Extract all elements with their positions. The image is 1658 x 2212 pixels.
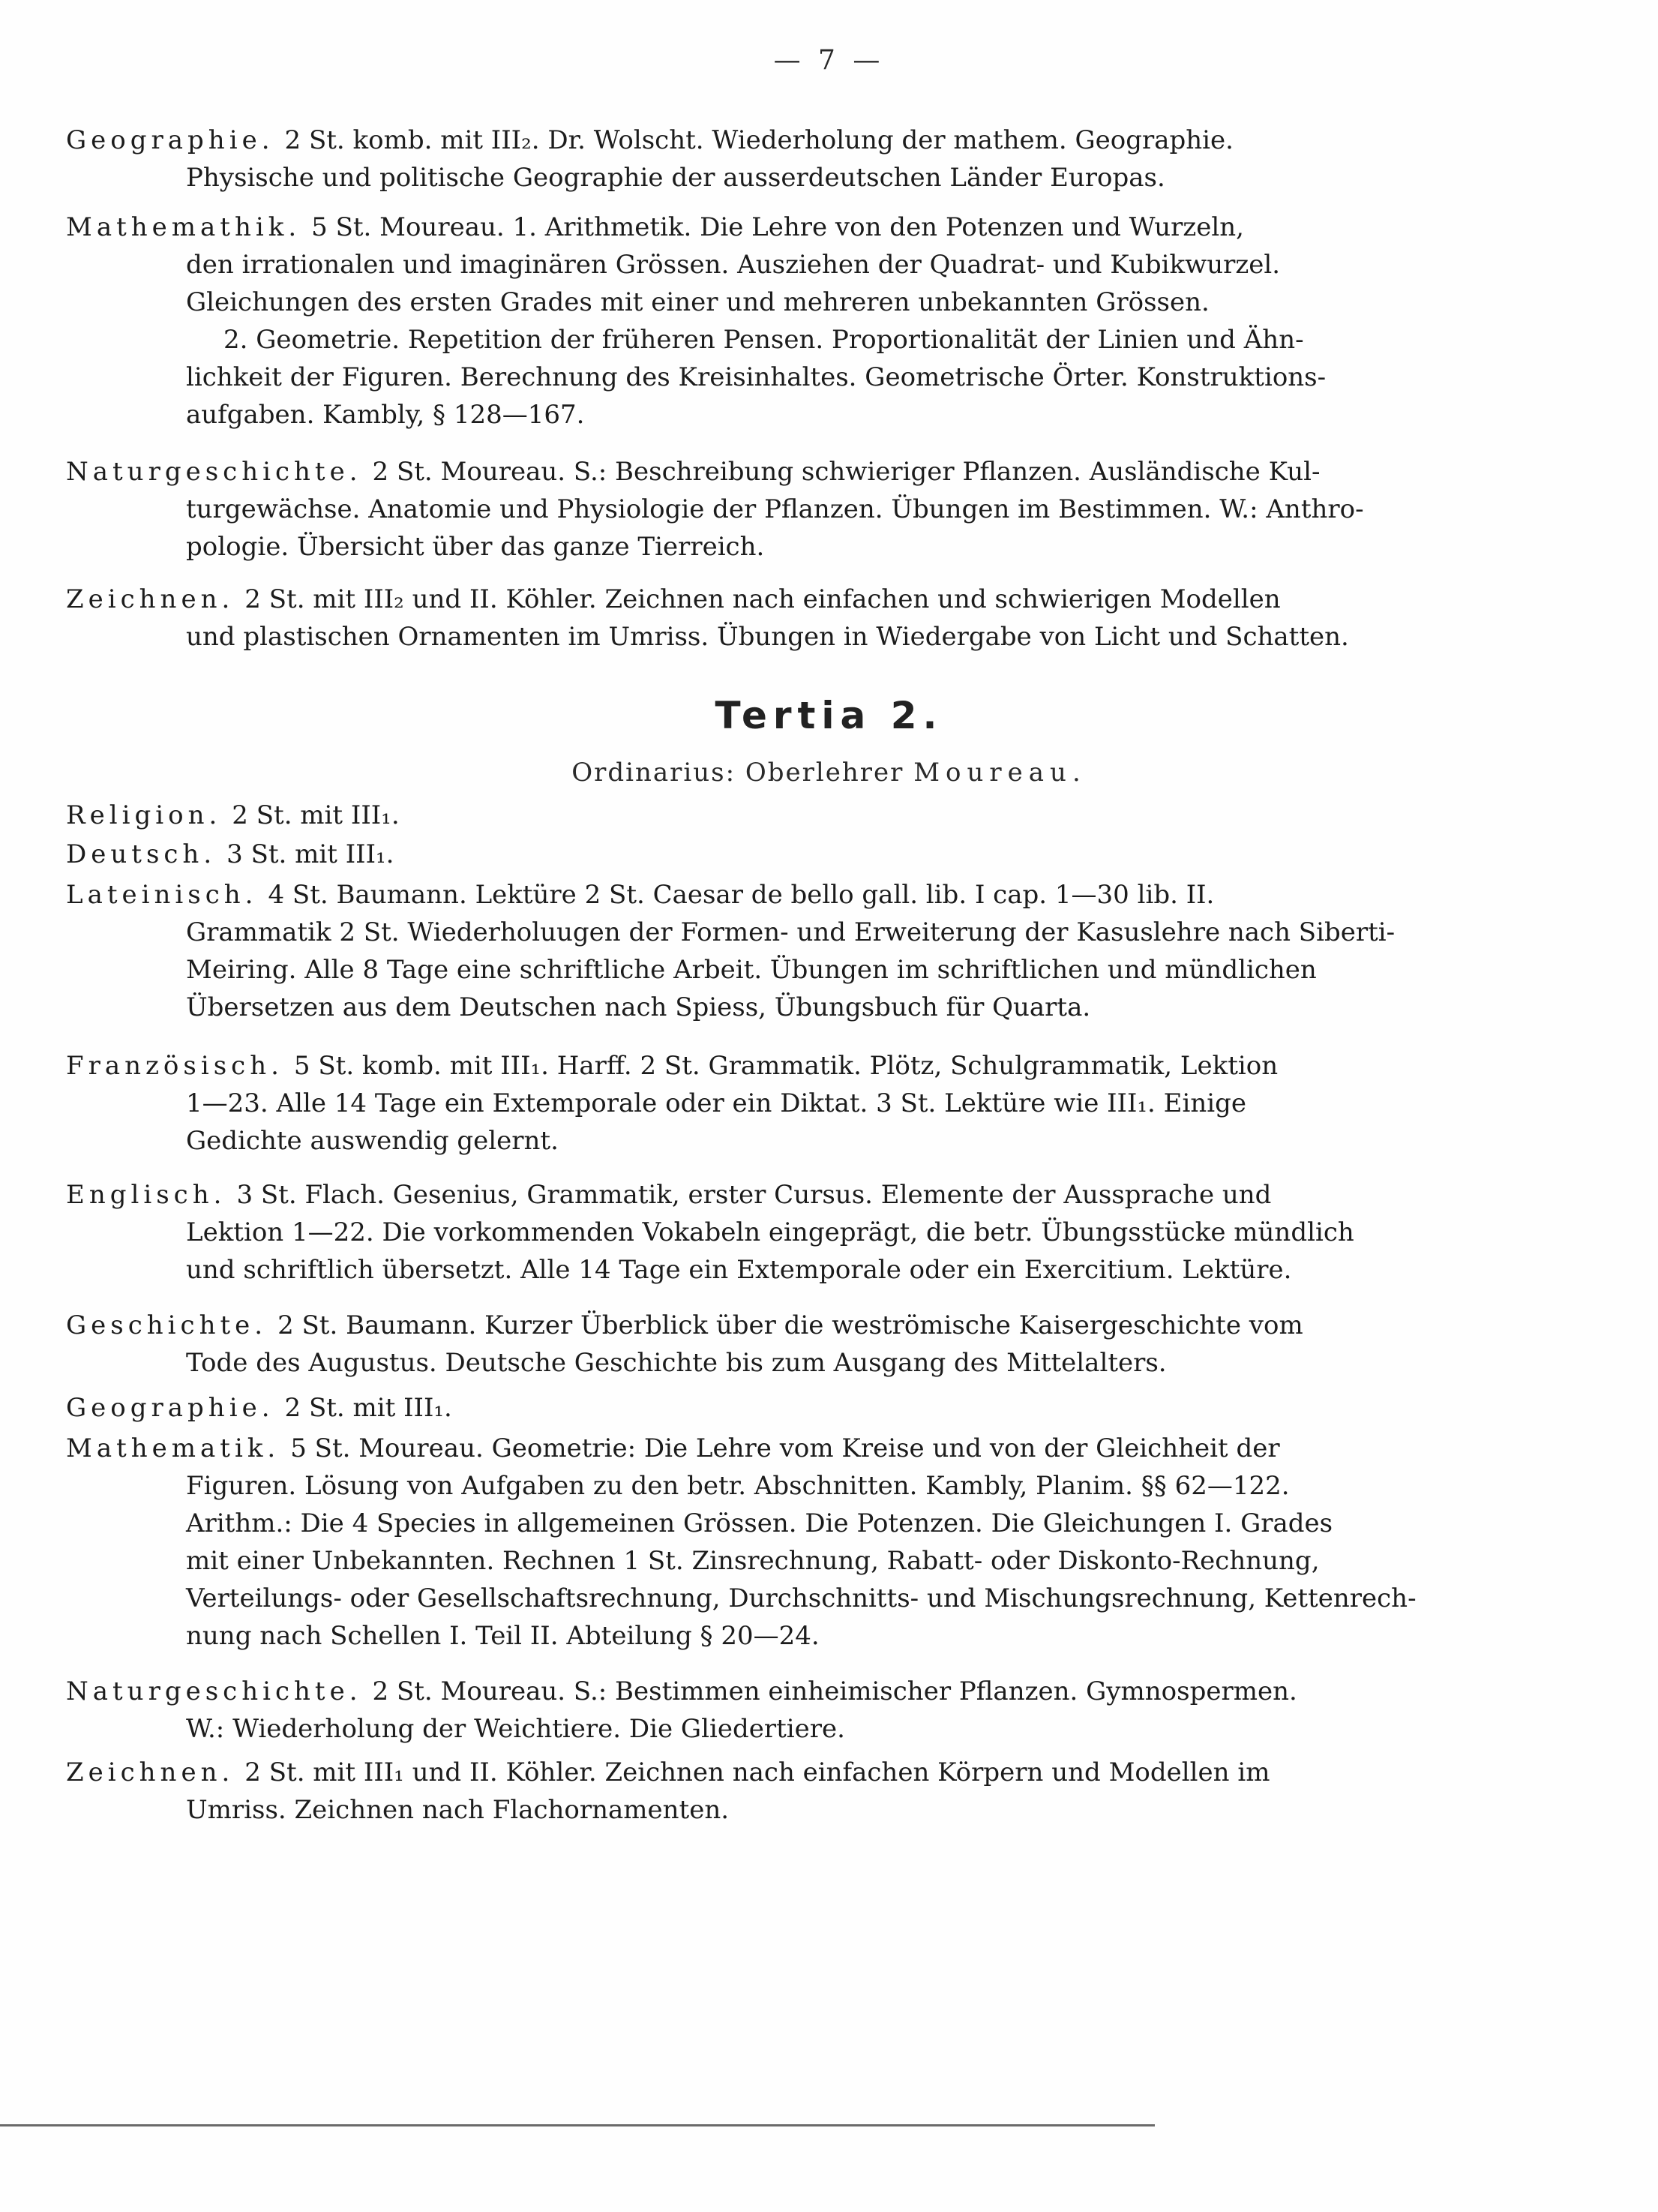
entry-naturgeschichte: Naturgeschichte. 2 St. Moureau. S.: Beschreibung schwieriger Pflanzen. Ausländische Kul- turgewächse. Anatomie und Physiologie der Pflanzen. Übungen im Bestimmen. W.: Anthro- pologie. Übersicht über das ganze Tierreich. xyxy=(66,457,1364,562)
subject-label: Zeichnen. xyxy=(66,584,235,614)
subject-label: Geographie. xyxy=(66,125,274,155)
entry-zeichnen-2: Zeichnen. 2 St. mit III₁ und II. Köhler. Zeichnen nach einfachen Körpern und Modellen im Umriss. Zeichnen nach Flachornamenten. xyxy=(66,1757,1270,1825)
entry-mathematik: Mathemathik. 5 St. Moureau. 1. Arithmetik. Die Lehre von den Potenzen und Wurzeln, den irrationalen und imaginären Grössen. Ausziehen der Quadrat- und Kubikwurzel. Gleichungen des ersten Grades mit einer und mehreren unbekannten Grössen. 2. Geometrie. Repetition der früheren Pensen. Proportionalität der Linien und Ähn- lichkeit der Figuren. Berechnung des Kreisinhaltes. Geometrische Örter. Konstruktions- aufgaben. Kambly, § 128—167. xyxy=(66,212,1327,430)
entry-englisch: Englisch. 3 St. Flach. Gesenius, Grammatik, erster Cursus. Elemente der Aussprache und Lektion 1—22. Die vorkommenden Vokabeln eingeprägt, die betr. Übungsstücke mündlich und schriftlich übersetzt. Alle 14 Tage ein Extemporale oder ein Exercitium. Lektüre. xyxy=(66,1180,1354,1285)
subject-label: Englisch. xyxy=(66,1180,226,1210)
subject-label: Lateinisch. xyxy=(66,880,258,910)
subject-label: Naturgeschichte. xyxy=(66,1676,362,1706)
entry-mathematik-2: Mathematik. 5 St. Moureau. Geometrie: Die Lehre vom Kreise und von der Gleichheit der Figuren. Lösung von Aufgaben zu den betr. Abschnitten. Kambly, Planim. §§ 62—122. Arithm.: Die 4 Species in allgemeinen Grössen. Die Potenzen. Die Gleichungen I. Grades mit einer Unbekannten. Rechnen 1 St. Zinsrechnung, Rabatt- oder Diskonto-Rechnung, Verteilungs- oder Gesellschaftsrechnung, Durchschnitts- und Mischungsrechnung, Kettenrech- nung nach Schellen I. Teil II. Abteilung § 20—24. xyxy=(66,1433,1417,1651)
subject-label: Zeichnen. xyxy=(66,1757,235,1787)
subject-label: Mathematik. xyxy=(66,1433,280,1463)
ordinarius-line: Ordinarius: Oberlehrer Moureau. xyxy=(571,758,1087,788)
entry-geschichte: Geschichte. 2 St. Baumann. Kurzer Überblick über die weströmische Kaisergeschichte vom Tode des Augustus. Deutsche Geschichte bis zum Ausgang des Mittelalters. xyxy=(66,1310,1303,1378)
entry-lateinisch: Lateinisch. 4 St. Baumann. Lektüre 2 St. Caesar de bello gall. lib. I cap. 1—30 lib. II. Grammatik 2 St. Wiederholuugen der Formen- und Erweiterung der Kasuslehre nach Siberti- Meiring. Alle 8 Tage eine schriftliche Arbeit. Übungen im schriftlichen und mündlichen Übersetzen aus dem Deutschen nach Spiess, Übungsbuch für Quarta. xyxy=(66,880,1396,1022)
bottom-rule xyxy=(0,2124,1155,2126)
page-number: — 7 — xyxy=(773,45,885,76)
section-heading: Tertia 2. xyxy=(715,694,943,737)
entry-franzoesisch: Französisch. 5 St. komb. mit III₁. Harff. 2 St. Grammatik. Plötz, Schulgrammatik, Lektion 1—23. Alle 14 Tage ein Extemporale oder ein Diktat. 3 St. Lektüre wie III₁. Einige Gedichte auswendig gelernt. xyxy=(66,1051,1279,1156)
entry-deutsch: Deutsch. 3 St. mit III₁. xyxy=(66,839,394,869)
entry-naturgeschichte-2: Naturgeschichte. 2 St. Moureau. S.: Bestimmen einheimischer Pflanzen. Gymnospermen. W.: Wiederholung der Weichtiere. Die Gliedertiere. xyxy=(66,1676,1297,1744)
subject-label: Mathemathik. xyxy=(66,212,301,242)
subject-label: Religion. xyxy=(66,800,222,830)
subject-label: Deutsch. xyxy=(66,839,217,869)
entry-zeichnen: Zeichnen. 2 St. mit III₂ und II. Köhler. Zeichnen nach einfachen und schwierigen Modellen und plastischen Ornamenten im Umriss. Übungen in Wiedergabe von Licht und Schatten. xyxy=(66,584,1349,652)
subject-label: Naturgeschichte. xyxy=(66,457,362,487)
entry-geographie: Geographie. 2 St. komb. mit III₂. Dr. Wolscht. Wiederholung der mathem. Geographie. Physische und politische Geographie der ausserdeutschen Länder Europas. xyxy=(66,125,1234,193)
entry-religion: Religion. 2 St. mit III₁. xyxy=(66,800,400,830)
subject-label: Geschichte. xyxy=(66,1310,268,1340)
subject-label: Geographie. xyxy=(66,1393,274,1423)
subject-label: Französisch. xyxy=(66,1051,283,1081)
entry-geographie-2: Geographie. 2 St. mit III₁. xyxy=(66,1393,452,1423)
